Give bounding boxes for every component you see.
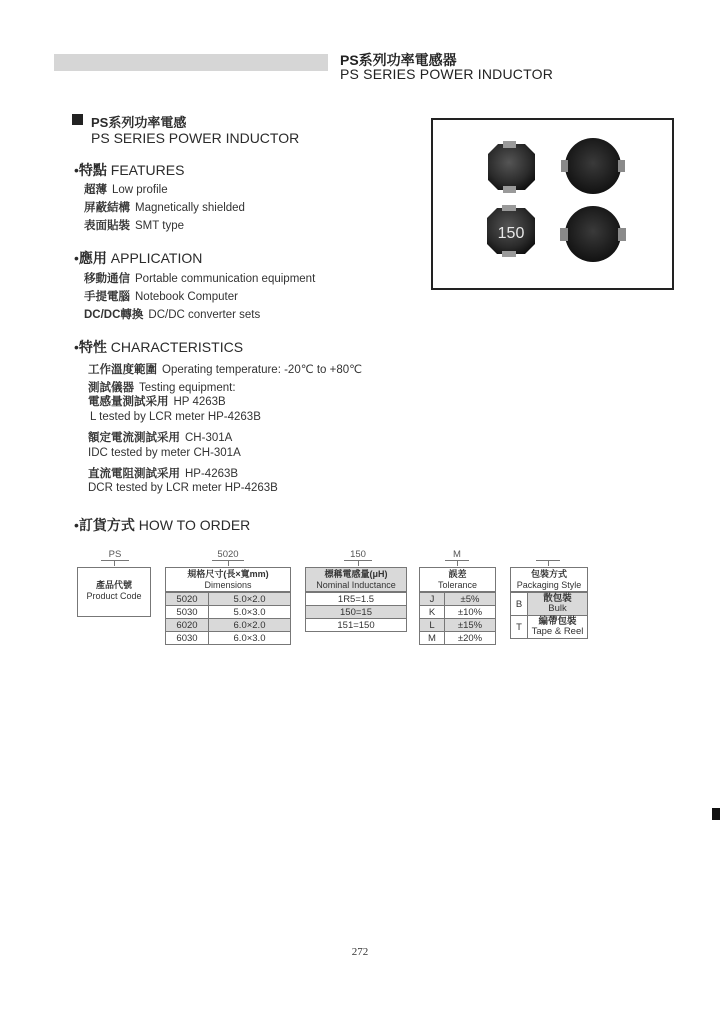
inductance-table <box>305 592 407 632</box>
table-row: J ±5% <box>420 593 496 606</box>
table-row: 5020 5.0×2.0 <box>166 593 291 606</box>
section-title-cn: PS系列功率電感 <box>91 115 187 130</box>
inductor-top-right <box>565 138 621 194</box>
dimensions-header: 規格尺寸(長×寬mm) Dimensions <box>165 567 291 592</box>
packaging-table <box>510 592 588 639</box>
code-part-ps: PS <box>108 549 122 560</box>
table-row: K ±10% <box>420 606 496 619</box>
page-number: 272 <box>351 946 369 958</box>
product-photo <box>431 118 674 290</box>
code-part-tolerance: M <box>453 549 461 560</box>
characteristics-line: IDC tested by meter CH-301A <box>88 447 241 459</box>
table-row: B 散包裝 Bulk <box>511 593 588 616</box>
application-line: DC/DC轉換 DC/DC converter sets <box>84 309 261 321</box>
table-row: 150=15 <box>306 606 407 619</box>
characteristics-line: 額定電流測試采用 CH-301A <box>88 432 233 444</box>
feature-line: 屏蔽結構 Magnetically shielded <box>84 202 245 214</box>
table-row: T 編帶包裝 Tape & Reel <box>511 616 588 639</box>
code-part-dimension: 5020 <box>217 549 239 560</box>
inductance-header: 標稱電感量(μH) Nominal Inductance <box>305 567 407 592</box>
table-row: 1R5=1.5 <box>306 593 407 606</box>
characteristics-line: 工作溫度範圍 Operating temperature: -20℃ to +80℃ <box>88 364 363 376</box>
side-tab-mark <box>712 808 720 820</box>
order-heading: •訂貨方式 HOW TO ORDER <box>74 517 251 533</box>
tolerance-header: 誤差 Tolerance <box>419 567 496 592</box>
inductor-marking: 150 <box>497 225 525 242</box>
application-line: 手提電腦 Notebook Computer <box>84 291 238 303</box>
characteristics-line: 電感量測試采用 HP 4263B <box>88 396 226 408</box>
section-title-en: PS SERIES POWER INDUCTOR <box>91 130 300 146</box>
inductor-illustration <box>433 120 672 288</box>
inductor-bottom-right <box>565 206 621 262</box>
table-row: 6020 6.0×2.0 <box>166 619 291 632</box>
dimensions-table <box>165 592 291 645</box>
section-square-icon <box>72 114 83 125</box>
header-title-cn: PS系列功率電感器 <box>340 52 457 68</box>
code-part-inductance: 150 <box>350 549 366 560</box>
characteristics-line: 直流電阻測試采用 HP-4263B <box>88 468 239 480</box>
application-heading: •應用 APPLICATION <box>74 250 203 266</box>
characteristics-heading: •特性 CHARACTERISTICS <box>74 339 244 355</box>
features-heading: •特點 FEATURES <box>74 162 185 178</box>
application-line: 移動通信 Portable communication equipment <box>84 273 316 285</box>
table-row: L ±15% <box>420 619 496 632</box>
characteristics-line: 測試儀器 Testing equipment: <box>88 382 236 394</box>
header-title-en: PS SERIES POWER INDUCTOR <box>340 66 554 82</box>
characteristics-line: L tested by LCR meter HP-4263B <box>90 411 261 423</box>
feature-line: 表面貼裝 SMT type <box>84 220 184 232</box>
inductor-top-left <box>488 144 535 190</box>
packaging-header: 包裝方式 Packaging Style <box>510 567 588 592</box>
characteristics-line: DCR tested by LCR meter HP-4263B <box>88 482 278 494</box>
header-bar <box>54 54 328 71</box>
table-row: 5030 5.0×3.0 <box>166 606 291 619</box>
tolerance-table <box>419 592 496 645</box>
table-row: M ±20% <box>420 632 496 645</box>
feature-line: 超薄 Low profile <box>84 184 168 196</box>
product-code-box: 產品代號 Product Code <box>77 567 151 617</box>
table-row: 6030 6.0×3.0 <box>166 632 291 645</box>
table-row: 151=150 <box>306 619 407 632</box>
